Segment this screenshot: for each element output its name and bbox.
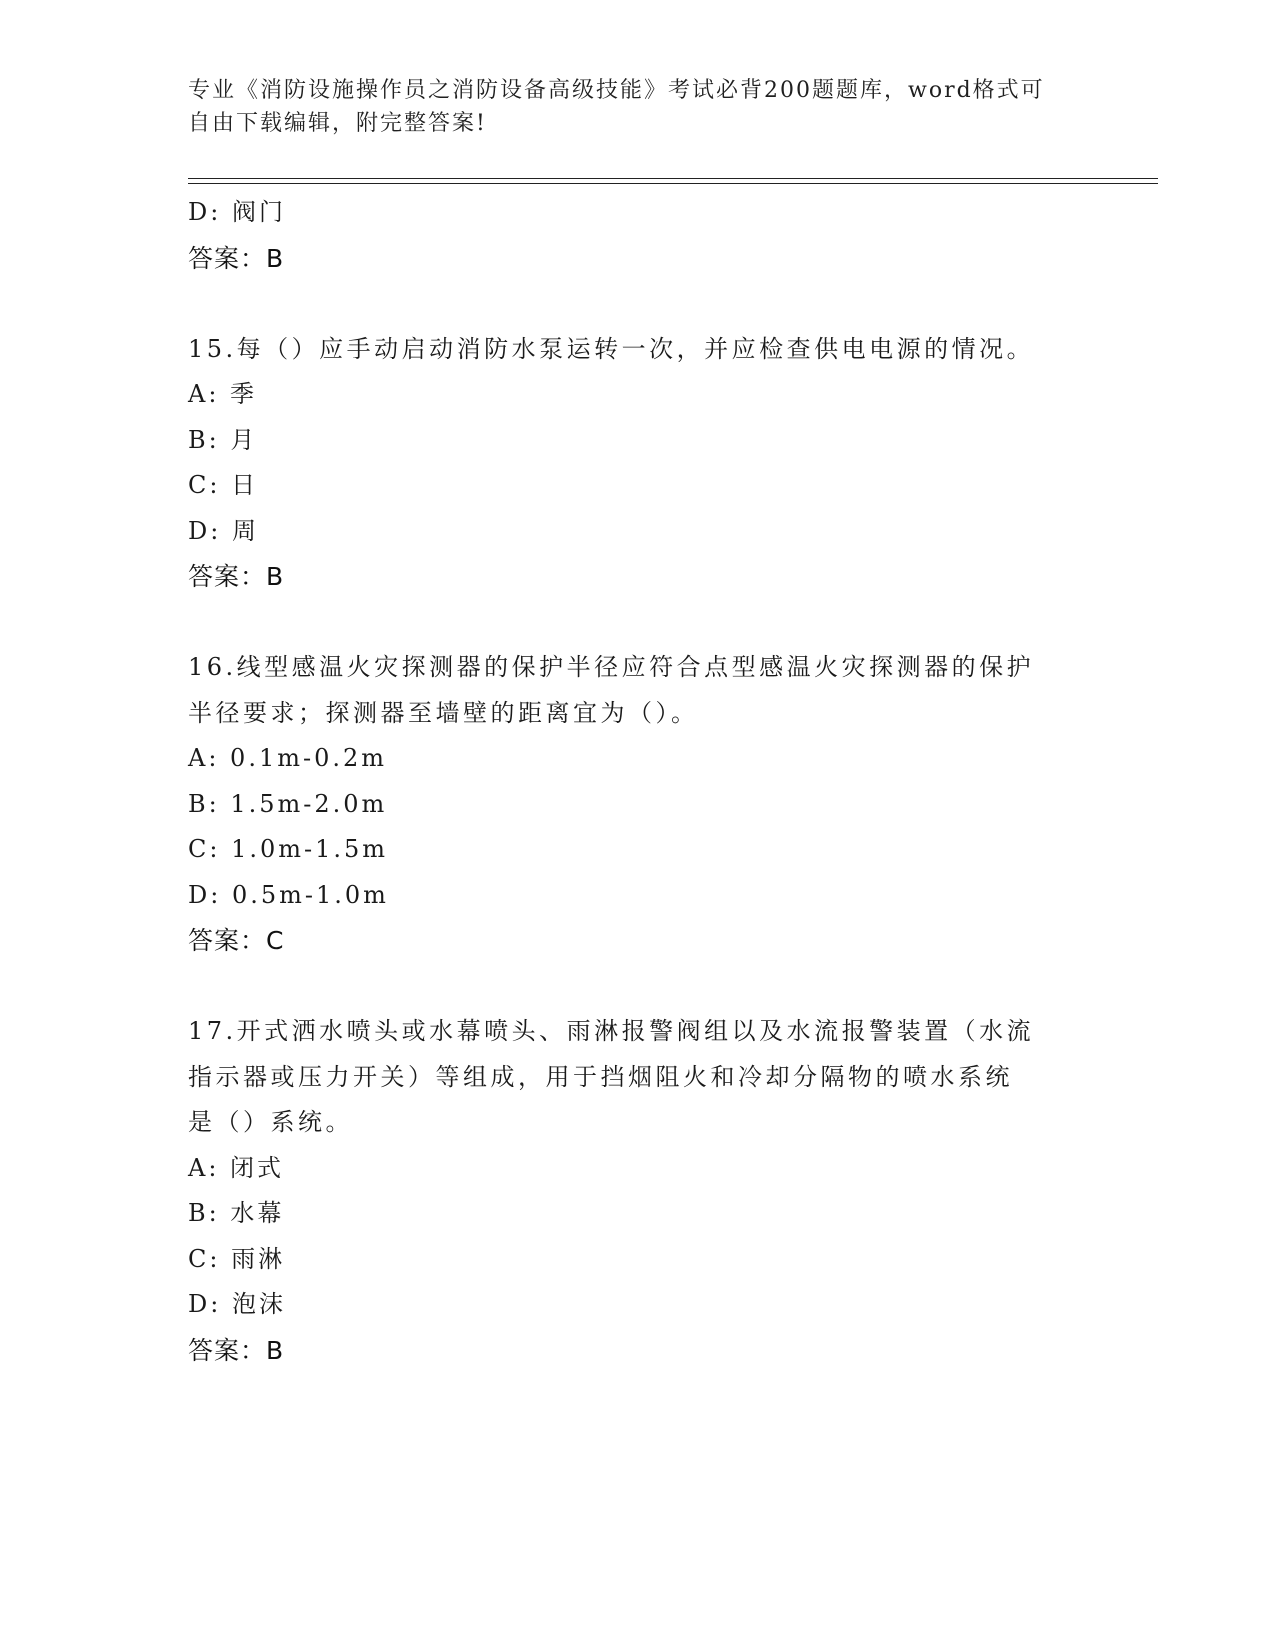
previous-question-tail <box>188 190 1088 281</box>
option-b: B: 水幕 <box>188 1199 285 1227</box>
answer-line: 答案：B <box>188 562 285 591</box>
option-c: C: 雨淋 <box>188 1244 286 1273</box>
option-c: C: 1.0m-1.5m <box>188 835 389 863</box>
question-text-line: 指示器或压力开关）等组成，用于挡烟阻火和冷却分隔物的喷水系统 <box>188 1062 1013 1091</box>
option-a: A: 闭式 <box>188 1153 285 1182</box>
option-a: A: 0.1m-0.2m <box>188 744 388 772</box>
question-text <box>188 1009 1088 1146</box>
option-b: B: 月 <box>188 425 258 454</box>
question-text-line: 16.线型感温火灾探测器的保护半径应符合点型感温火灾探测器的保护 <box>188 653 1035 681</box>
document-header <box>188 74 1088 140</box>
question-text-line: 是（）系统。 <box>188 1108 353 1136</box>
question-15 <box>188 327 1088 600</box>
header-line-2: 自由下载编辑，附完整答案! <box>188 111 487 136</box>
document-body <box>188 190 1088 1373</box>
question-text <box>188 645 1088 736</box>
answer-line: 答案：B <box>188 243 285 273</box>
header-line-1: 专业《消防设施操作员之消防设备高级技能》考试必背200题题库，word格式可 <box>188 78 1045 103</box>
question-text-line: 半径要求；探测器至墙壁的距离宜为（）。 <box>188 698 699 727</box>
answer-line: 答案：B <box>188 1335 285 1365</box>
header-rule-bottom <box>188 183 1158 184</box>
option-a: A: 季 <box>188 380 258 408</box>
question-text <box>188 327 1088 373</box>
answer-line: 答案：C <box>188 926 285 955</box>
question-text-line: 17.开式洒水喷头或水幕喷头、雨淋报警阀组以及水流报警装置（水流 <box>188 1017 1035 1045</box>
question-text-line: 15.每（）应手动启动消防水泵运转一次，并应检查供电电源的情况。 <box>188 334 1035 363</box>
header-rule-top <box>188 178 1158 179</box>
option-d: D: 泡沫 <box>188 1290 286 1318</box>
question-17 <box>188 1009 1088 1373</box>
option-c: C: 日 <box>188 471 259 499</box>
option-d: D: 周 <box>188 516 259 545</box>
question-16 <box>188 645 1088 964</box>
option-d: D: 0.5m-1.0m <box>188 880 389 909</box>
option-d: D: 阀门 <box>188 198 286 226</box>
option-b: B: 1.5m-2.0m <box>188 789 388 818</box>
